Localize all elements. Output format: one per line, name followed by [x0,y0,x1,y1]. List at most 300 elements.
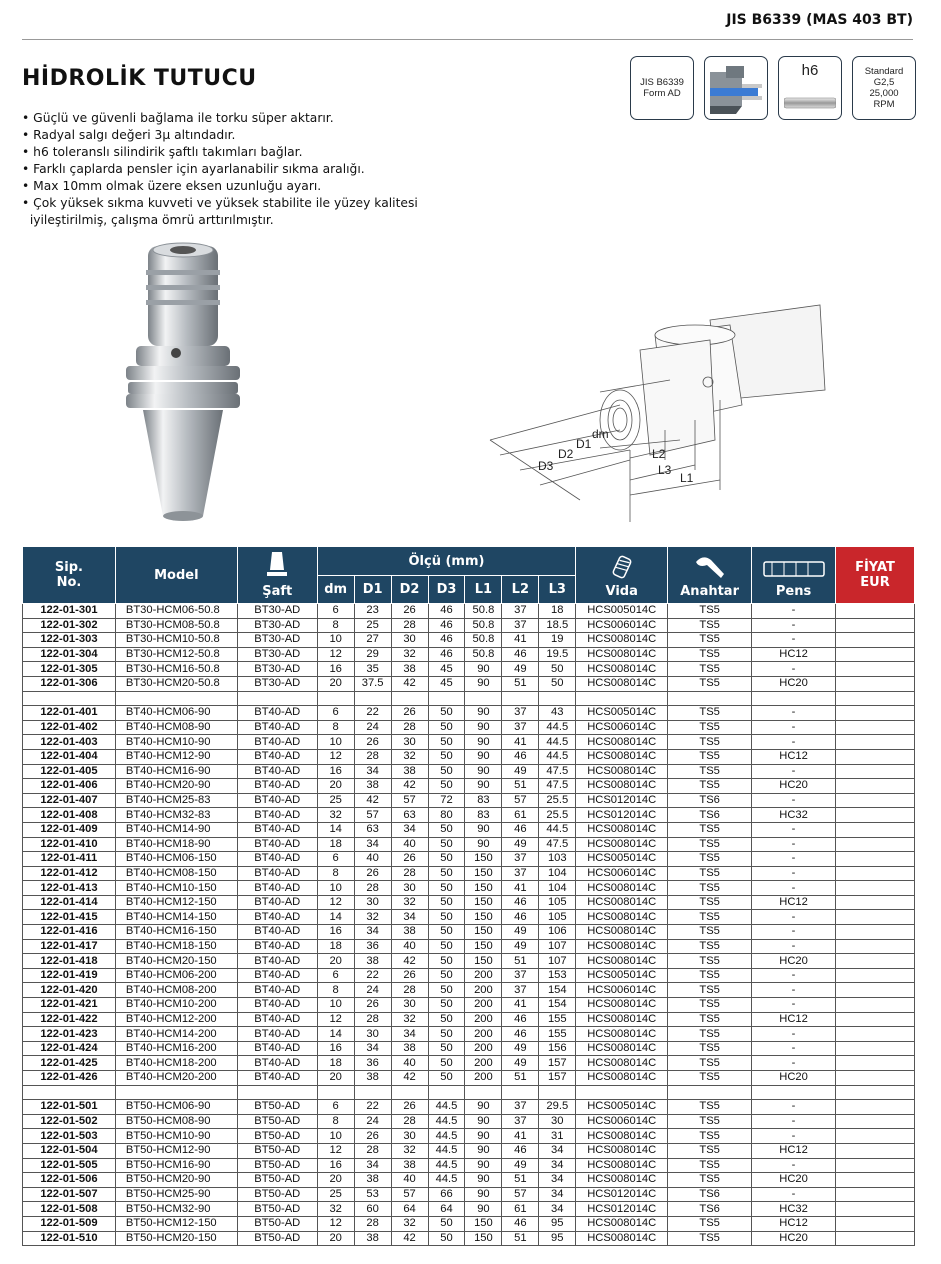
table-cell: HCS006014C [576,1114,668,1129]
table-cell: TS5 [668,837,752,852]
table-cell: 150 [465,866,502,881]
table-cell: HCS008014C [576,837,668,852]
table-cell: 20 [317,1173,354,1188]
table-cell: - [752,618,836,633]
table-cell: 66 [428,1187,465,1202]
col-anahtar [668,547,752,604]
header-text: No. [56,575,82,590]
table-cell [502,691,539,706]
table-cell: BT50-AD [237,1231,317,1246]
table-cell: - [752,633,836,648]
table-cell: 57 [391,1187,428,1202]
table-cell: 10 [317,1129,354,1144]
table-cell [752,691,836,706]
table-cell: BT40-AD [237,837,317,852]
table-cell: BT30-AD [237,647,317,662]
table-cell: - [752,793,836,808]
feature-item: • h6 toleranslı silindirik şaftlı takımları bağlar. [22,145,303,159]
table-row [23,749,915,764]
table-row [23,1231,915,1246]
header-text: FİYAT [855,560,895,575]
table-cell: BT40-AD [237,954,317,969]
table-cell: 122-01-411 [23,852,116,867]
table-row [23,633,915,648]
dim-l3-label: L3 [658,463,672,477]
table-cell: 122-01-408 [23,808,116,823]
table-cell: BT50-AD [237,1129,317,1144]
col-saft [237,547,317,604]
table-cell: 6 [317,968,354,983]
table-cell: 40 [391,837,428,852]
table-cell: 122-01-406 [23,779,116,794]
table-cell: 16 [317,1041,354,1056]
col-vida [576,547,668,604]
table-cell: TS5 [668,1027,752,1042]
table-cell [836,1187,915,1202]
table-row [23,998,915,1013]
table-cell: HCS005014C [576,706,668,721]
table-cell: 107 [539,939,576,954]
table-cell: 6 [317,852,354,867]
table-cell: 30 [391,998,428,1013]
table-row [23,1173,915,1188]
table-cell: BT50-AD [237,1202,317,1217]
table-cell: HC20 [752,676,836,691]
table-cell: 23 [354,604,391,619]
dim-dm-label: dm [592,427,609,441]
table-cell: BT40-AD [237,1012,317,1027]
table-cell: 150 [465,895,502,910]
table-cell: BT50-AD [237,1173,317,1188]
table-cell: HC12 [752,647,836,662]
table-cell: BT30-AD [237,676,317,691]
table-cell: HCS008014C [576,1216,668,1231]
table-cell: 50.8 [465,618,502,633]
table-cell: 42 [391,779,428,794]
table-cell: HC12 [752,895,836,910]
table-cell: BT40-AD [237,808,317,823]
table-cell [836,633,915,648]
table-cell: 50 [539,662,576,677]
table-row [23,837,915,852]
col-d1: D1 [354,576,391,604]
table-cell: 51 [502,954,539,969]
table-cell: 25.5 [539,808,576,823]
table-cell [115,1085,237,1100]
table-cell: 12 [317,749,354,764]
table-cell: HCS006014C [576,983,668,998]
table-cell: 28 [391,1114,428,1129]
table-cell: 49 [502,1041,539,1056]
dim-l2-label: L2 [652,447,666,461]
table-cell [836,1143,915,1158]
table-cell: 46 [502,1143,539,1158]
table-row [23,1129,915,1144]
table-cell: 18 [317,939,354,954]
table-cell: 40 [391,1056,428,1071]
table-cell: 34 [354,764,391,779]
table-cell: 49 [502,925,539,940]
table-row [23,735,915,750]
table-row [23,954,915,969]
table-cell [23,1085,116,1100]
table-cell: HCS008014C [576,735,668,750]
table-cell: 44.5 [428,1100,465,1115]
table-cell: 10 [317,881,354,896]
table-cell: 28 [354,1143,391,1158]
table-cell: 122-01-413 [23,881,116,896]
table-cell: TS5 [668,998,752,1013]
table-cell: 12 [317,1012,354,1027]
header-divider [22,39,913,40]
table-cell: 28 [354,1216,391,1231]
table-cell: 50.8 [465,604,502,619]
col-fiyat [836,547,915,604]
table-cell: BT40-HCM14-200 [115,1027,237,1042]
table-cell: 122-01-422 [23,1012,116,1027]
feature-item: • Max 10mm olmak üzere eksen uzunluğu ayarı. [22,179,322,193]
table-cell: HCS008014C [576,1041,668,1056]
table-cell: 50 [428,1071,465,1086]
table-cell: 30 [354,1027,391,1042]
table-cell: 12 [317,895,354,910]
table-cell: BT50-AD [237,1114,317,1129]
table-cell: - [752,706,836,721]
table-cell: TS5 [668,676,752,691]
table-cell: 37 [502,706,539,721]
table-cell: HCS008014C [576,939,668,954]
table-cell: 43 [539,706,576,721]
table-row [23,939,915,954]
table-cell: - [752,925,836,940]
badge-line: Form AD [643,88,681,99]
table-cell: HCS005014C [576,604,668,619]
table-cell: 47.5 [539,837,576,852]
table-row [23,895,915,910]
table-cell: 26 [391,604,428,619]
table-cell: TS5 [668,968,752,983]
table-cell: 18 [317,837,354,852]
table-cell [836,749,915,764]
table-cell: 122-01-402 [23,720,116,735]
table-cell: 37 [502,866,539,881]
table-cell: 50 [428,735,465,750]
table-cell: 25.5 [539,793,576,808]
table-cell: - [752,983,836,998]
table-cell: 90 [465,1100,502,1115]
table-cell: 50 [428,968,465,983]
table-row [23,647,915,662]
table-cell: 122-01-424 [23,1041,116,1056]
table-cell: 122-01-405 [23,764,116,779]
table-row [23,1202,915,1217]
table-cell: - [752,1187,836,1202]
table-cell: HCS006014C [576,866,668,881]
table-cell: BT50-AD [237,1158,317,1173]
feature-item: • Farklı çaplarda pensler için ayarlanabilir sıkma aralığı. [22,162,365,176]
table-cell: 24 [354,983,391,998]
table-cell: BT50-AD [237,1187,317,1202]
table-cell: 80 [428,808,465,823]
table-cell: 200 [465,1012,502,1027]
table-cell: 122-01-510 [23,1231,116,1246]
table-cell: BT40-HCM08-200 [115,983,237,998]
table-cell: 157 [539,1056,576,1071]
table-cell: TS6 [668,793,752,808]
table-cell: - [752,998,836,1013]
table-cell: 50 [428,706,465,721]
table-cell: BT40-HCM18-150 [115,939,237,954]
table-cell: TS5 [668,618,752,633]
table-cell: HCS008014C [576,822,668,837]
table-cell: 150 [465,939,502,954]
table-cell: BT40-AD [237,1027,317,1042]
table-cell: 34 [354,1158,391,1173]
table-cell: 34 [354,837,391,852]
collet-icon [762,558,826,580]
table-cell: 90 [465,1202,502,1217]
table-cell: HCS012014C [576,793,668,808]
table-cell: 44.5 [539,822,576,837]
table-cell: - [752,968,836,983]
table-cell: 41 [502,735,539,750]
table-cell: BT40-AD [237,749,317,764]
table-cell: BT40-HCM10-150 [115,881,237,896]
table-row [23,1158,915,1173]
screw-icon [611,554,633,580]
header-text: Şaft [262,584,293,599]
table-cell: BT50-HCM10-90 [115,1129,237,1144]
table-cell: 38 [354,954,391,969]
table-cell: 49 [502,764,539,779]
table-row [23,983,915,998]
table-cell: 16 [317,1158,354,1173]
table-cell: BT40-AD [237,764,317,779]
table-cell: 34 [539,1202,576,1217]
table-row [23,866,915,881]
table-cell: 155 [539,1027,576,1042]
table-cell: 122-01-304 [23,647,116,662]
table-row [23,1012,915,1027]
table-cell [237,1085,317,1100]
table-cell: 40 [391,1173,428,1188]
table-row [23,1187,915,1202]
table-cell: BT40-HCM32-83 [115,808,237,823]
table-cell: 28 [391,720,428,735]
table-cell: HCS008014C [576,676,668,691]
table-cell: BT40-HCM12-200 [115,1012,237,1027]
table-cell: BT40-HCM20-150 [115,954,237,969]
table-cell: HCS008014C [576,895,668,910]
table-cell: - [752,764,836,779]
table-cell: 12 [317,1143,354,1158]
table-cell: 200 [465,1041,502,1056]
table-cell: BT40-AD [237,925,317,940]
table-cell: 122-01-415 [23,910,116,925]
table-cell: 46 [502,749,539,764]
table-cell: 16 [317,662,354,677]
table-cell: 41 [502,1129,539,1144]
table-cell: 200 [465,983,502,998]
table-cell: TS5 [668,939,752,954]
table-cell: HCS008014C [576,998,668,1013]
table-cell: HCS008014C [576,1231,668,1246]
table-cell [836,1027,915,1042]
table-cell: 90 [465,720,502,735]
table-cell: 8 [317,983,354,998]
table-cell: 122-01-425 [23,1056,116,1071]
table-cell: HCS008014C [576,925,668,940]
table-cell: TS5 [668,881,752,896]
table-cell [836,1216,915,1231]
table-cell: HCS008014C [576,910,668,925]
table-row [23,1027,915,1042]
table-cell: 122-01-401 [23,706,116,721]
table-cell: 50 [428,925,465,940]
table-cell: 28 [354,749,391,764]
table-cell: BT40-AD [237,720,317,735]
table-cell: 150 [465,910,502,925]
table-cell [836,837,915,852]
table-cell: TS5 [668,954,752,969]
table-cell: 150 [465,1216,502,1231]
table-cell: BT30-HCM12-50.8 [115,647,237,662]
table-cell: 34 [539,1173,576,1188]
table-cell: BT30-HCM06-50.8 [115,604,237,619]
spacer-row [23,691,915,706]
table-row [23,764,915,779]
table-cell: 37 [502,968,539,983]
table-cell: 36 [354,939,391,954]
table-cell: 45 [428,662,465,677]
table-cell: 64 [428,1202,465,1217]
table-cell: 6 [317,1100,354,1115]
table-cell: BT30-HCM10-50.8 [115,633,237,648]
table-cell: 200 [465,968,502,983]
table-cell: TS5 [668,1100,752,1115]
table-cell: BT30-HCM08-50.8 [115,618,237,633]
table-cell [836,925,915,940]
table-cell: TS5 [668,1143,752,1158]
badge-line: Standard [864,66,904,77]
table-cell: BT30-AD [237,604,317,619]
table-cell: HC12 [752,1143,836,1158]
table-cell: 90 [465,837,502,852]
table-row [23,720,915,735]
table-cell: 122-01-414 [23,895,116,910]
col-olcu: Ölçü (mm) [317,547,576,576]
table-cell: 26 [354,1129,391,1144]
jis-form-badge [630,56,694,120]
table-cell: TS5 [668,1056,752,1071]
table-cell: 90 [465,1173,502,1188]
table-cell: 6 [317,706,354,721]
table-cell [836,647,915,662]
table-cell: - [752,1114,836,1129]
table-cell: BT30-HCM16-50.8 [115,662,237,677]
table-cell: HCS006014C [576,618,668,633]
badge-line: h6 [801,62,819,79]
table-cell: BT40-AD [237,852,317,867]
table-cell: 51 [502,1173,539,1188]
table-cell: 32 [317,1202,354,1217]
table-cell: 26 [391,706,428,721]
table-cell: BT40-AD [237,895,317,910]
table-cell: 51 [502,1071,539,1086]
table-cell: - [752,910,836,925]
table-cell: 44.5 [428,1158,465,1173]
table-cell: 200 [465,998,502,1013]
table-cell: 105 [539,910,576,925]
table-cell: 122-01-418 [23,954,116,969]
table-cell [836,910,915,925]
table-cell: BT30-HCM20-50.8 [115,676,237,691]
col-sip-no [23,547,116,604]
table-cell: BT50-HCM20-150 [115,1231,237,1246]
table-cell: BT30-AD [237,662,317,677]
table-body [23,604,915,1246]
table-cell [836,1129,915,1144]
table-cell: - [752,604,836,619]
table-cell: 30 [391,881,428,896]
table-cell: HC20 [752,1231,836,1246]
table-cell [836,779,915,794]
table-cell: 24 [354,720,391,735]
table-cell: 122-01-410 [23,837,116,852]
table-cell: 122-01-301 [23,604,116,619]
badge-line: 25,000 [869,88,899,99]
table-cell: 61 [502,808,539,823]
table-cell: 105 [539,895,576,910]
table-cell [836,1114,915,1129]
table-cell: 57 [502,793,539,808]
table-cell [115,691,237,706]
table-cell: 150 [465,852,502,867]
table-cell: 50 [428,881,465,896]
table-cell: 30 [391,1129,428,1144]
table-row [23,881,915,896]
col-d3: D3 [428,576,465,604]
col-l2: L2 [502,576,539,604]
table-cell: 20 [317,1231,354,1246]
table-cell: HCS008014C [576,662,668,677]
table-cell [836,895,915,910]
table-cell: 50 [428,866,465,881]
table-cell: HC12 [752,749,836,764]
table-cell: 90 [465,706,502,721]
table-row [23,676,915,691]
table-cell: 28 [354,881,391,896]
table-cell: BT40-AD [237,822,317,837]
table-cell: HCS012014C [576,808,668,823]
table-cell [836,822,915,837]
table-row [23,662,915,677]
table-cell: 50 [428,852,465,867]
table-cell: HCS008014C [576,764,668,779]
table-cell: 46 [428,604,465,619]
table-cell: 46 [502,1027,539,1042]
table-cell: HCS008014C [576,1027,668,1042]
table-cell: 14 [317,822,354,837]
table-cell: 8 [317,618,354,633]
table-cell: 122-01-506 [23,1173,116,1188]
header-text: Pens [775,584,812,599]
table-cell: BT40-AD [237,1041,317,1056]
table-cell: - [752,866,836,881]
table-cell: BT40-HCM16-200 [115,1041,237,1056]
table-cell: BT40-AD [237,1071,317,1086]
table-cell: 28 [391,866,428,881]
